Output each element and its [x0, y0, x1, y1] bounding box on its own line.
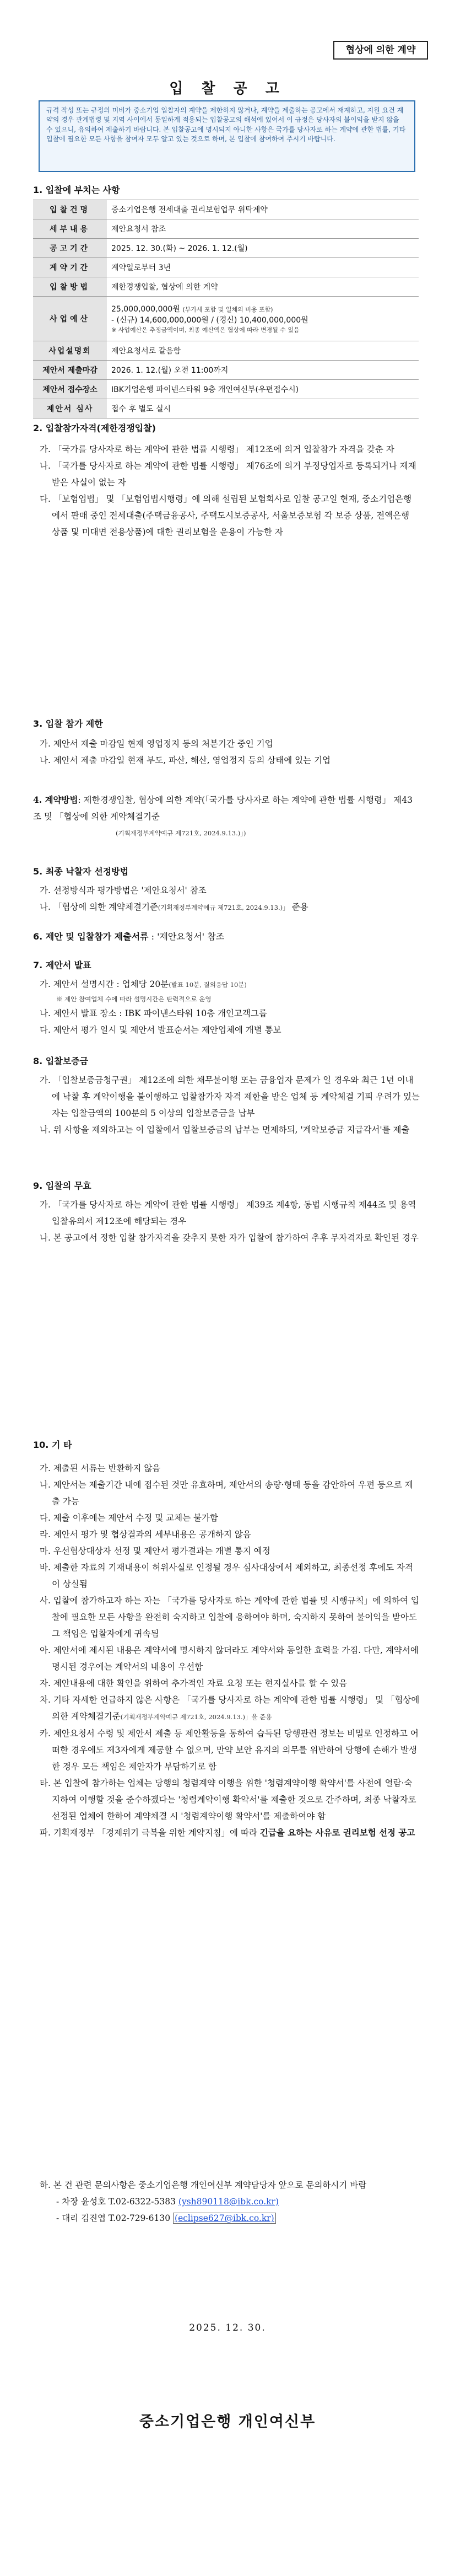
- table-row: [33, 399, 419, 418]
- list-item: 자. 제안내용에 대한 확인을 위하여 추가적인 자료 요청 또는 현지실사를 할 수 있음: [40, 1678, 348, 1688]
- row-key: 공고기간: [33, 239, 107, 258]
- list-item: 나. 제안서 제출 마감일 현재 부도, 파산, 해산, 영업정지 등의 상태에 있는 기업: [40, 755, 331, 765]
- item-sub: (기획재정부계약예규 제721호, 2024.9.13.)」을 준용: [120, 1713, 272, 1721]
- section-3-body: [40, 736, 420, 769]
- item-bold: 긴급을 요하는 사유로 권리보험 선정 공고: [259, 1827, 415, 1838]
- row-value: 제안요청서 참조: [107, 219, 419, 239]
- list-item: 아. 제안서에 제시된 내용은 계약서에 명시하지 않더라도 계약서와 동일한 효력을 가짐. 다만, 계약서에 명시된 경우에는 계약서의 내용이 우선함: [40, 1645, 419, 1672]
- item-tail: 준용: [289, 902, 308, 912]
- list-item: 나. 제안서는 제출기간 내에 접수된 것만 유효하며, 제안서의 송량·형태 등을 감안하여 우편 등으로 제출 가능: [40, 1480, 413, 1506]
- row-value: 2026. 1. 12.(월) 오전 11:00까지: [107, 361, 419, 380]
- section-2-heading: 2. 입찰참가자격(제한경쟁입찰): [33, 423, 156, 433]
- section-6: [33, 930, 224, 942]
- budget-disclaimer: ※ 사업예산은 추정금액이며, 최종 예산액은 협상에 따라 변경될 수 있음: [111, 326, 300, 334]
- list-item: 가. 선정방식과 평가방법은 '제안요청서' 참조: [40, 886, 207, 895]
- list-item: 나. 「국가를 당사자로 하는 계약에 관한 법률 시행령」 제76조에 의거 부정당업자로 등록되거나 제재 받은 사실이 없는 자: [40, 461, 416, 487]
- list-item: 가. 제출된 서류는 반환하지 않음: [40, 1463, 161, 1473]
- list-item: 카. 제안요청서 수령 및 제안서 제출 등 제안활동을 통하여 습득된 당행관련 정보는 비밀로 인정하고 어떠한 경우에도 제3자에게 제공할 수 없으며, 만약 보안 유지의 의무를 위반하여 당행에 손해가 발생한 경우 모든 책임은 제안자가 부담하기로 함: [40, 1729, 419, 1772]
- section-2-body: [40, 441, 420, 540]
- table-row: [33, 341, 419, 361]
- row-value: 중소기업은행 전세대출 권리보험업무 위탁계약: [107, 200, 419, 219]
- section-4-sub: (기획재정부계약예규 제721호, 2024.9.13.)」): [116, 829, 246, 837]
- list-item: 라. 제안서 평가 및 협상결과의 세부내용은 공개하지 않음: [40, 1530, 251, 1539]
- contact-block: [40, 2177, 420, 2226]
- section-7-body: [40, 976, 420, 1038]
- contact-name: - 차장 윤성호 T.02-6322-5383: [56, 2197, 178, 2207]
- email-link[interactable]: (eclipse627@ibk.co.kr): [173, 2213, 276, 2224]
- table-row: [33, 258, 419, 277]
- table-row: [33, 200, 419, 219]
- list-item: 다. 제안서 평가 일시 및 제안서 발표순서는 제안업체에 개별 통보: [40, 1025, 281, 1035]
- row-key: 제안서 제출마감: [33, 361, 107, 380]
- row-value: 계약일로부터 3년: [107, 258, 419, 277]
- list-item: [40, 1824, 420, 1841]
- section-9-body: [40, 1196, 420, 1246]
- section-9-heading: 9. 입찰의 무효: [33, 1180, 91, 1191]
- section-5-heading: 5. 최종 낙찰자 선정방법: [33, 866, 129, 877]
- item-sub: (발표 10분, 질의응답 10분): [169, 981, 247, 989]
- budget-breakdown: - (신규) 14,600,000,000원 / (경신) 10,400,000,000원: [111, 316, 308, 325]
- row-value: 접수 후 별도 실시: [107, 399, 419, 418]
- table-row: [33, 219, 419, 239]
- item-sub: (기획재정부계약예규 제721호, 2024.9.13.)」: [158, 904, 289, 911]
- row-key: 세부내용: [33, 219, 107, 239]
- contact-line: [40, 2210, 420, 2226]
- row-value: 2025. 12. 30.(화) ~ 2026. 1. 12.(월): [107, 239, 419, 258]
- list-item: 다. 「보험업법」 및 「보험업법시행령」에 의해 설립된 보험회사로 입찰 공고일 현재, 중소기업은행에서 판매 중인 전세대출(주택금융공사, 주택도시보증공사, 서울보증보험 각 보증 상품, 전액은행 상품 및 미대면 전용상품)에 대한 권리보험을 운용이 가능한 자: [40, 494, 412, 537]
- section-7-heading: 7. 제안서 발표: [33, 960, 91, 970]
- item-text: 차. 기타 자세한 언급하지 않은 사항은 「국가를 당사자로 하는 계약에 관한 법률 시행령」 및 「협상에 의한 계약체결기준: [40, 1695, 420, 1721]
- budget-note: (부가세 포함 및 일체의 비용 포함): [182, 306, 273, 313]
- list-item: 타. 본 입찰에 참가하는 업체는 당행의 청렴계약 이행을 위한 '청렴계약이행 확약서'를 사전에 열람·숙지하여 이행할 것을 준수하겠다는 '청렴계약이행 확약서'를 제출한 것으로 간주하며, 최종 낙찰자로 선정된 업체에 한하여 계약체결 시 '청렴계약이행 확약서'를 제출하여야 함: [40, 1778, 416, 1821]
- row-key: 입찰방법: [33, 277, 107, 297]
- row-key: 입찰건명: [33, 200, 107, 219]
- list-item: 가. 「국가를 당사자로 하는 계약에 관한 법률 시행령」 제12조에 의거 입찰참가 자격을 갖춘 자: [40, 444, 394, 454]
- section-6-text: : '제안요청서' 참조: [148, 931, 225, 942]
- section-4: [33, 792, 420, 841]
- list-item: 가. 「입찰보증금청구권」 제12조에 의한 채무불이행 또는 금융업자 문제가 일 경우와 최근 1년 이내에 낙찰 후 계약이행을 불이행하고 입찰참가자 자격 제한을 받은 업체 등 계약체결 기피 우려가 있는 자는 입찰금액의 100분의 5 이상의 입찰보증금을 납부: [40, 1075, 420, 1118]
- item-text: 파. 기획재정부 「경제위기 극복을 위한 계약지침」에 따라: [40, 1828, 257, 1838]
- list-item: 나. 본 공고에서 정한 입찰 참가자격을 갖추지 못한 자가 입찰에 참가하여 추후 무자격자로 확인된 경우: [40, 1233, 419, 1243]
- item-note: ※ 제안 참여업체 수에 따라 설명시간은 탄력적으로 운영: [56, 995, 212, 1003]
- table-row: [33, 277, 419, 297]
- table-row: [33, 239, 419, 258]
- row-value: 제안요청서로 갈음함: [107, 341, 419, 361]
- section-10-heading: 10. 기 타: [33, 1440, 72, 1450]
- list-item: [40, 899, 420, 916]
- list-item: 가. 제안서 제출 마감일 현재 영업정지 등의 처분기간 중인 기업: [40, 739, 273, 749]
- list-item: [40, 1692, 420, 1725]
- section-1-heading: 1. 입찰에 부치는 사항: [33, 185, 120, 195]
- item-text: 가. 제안서 설명시간 : 업체당 20분: [40, 979, 169, 989]
- email-link[interactable]: (ysh890118@ibk.co.kr): [178, 2197, 279, 2207]
- list-item: 나. 제안서 발표 장소 : IBK 파이낸스타워 10층 개인고객그룹: [40, 1008, 267, 1018]
- list-item: 마. 우선협상대상자 선정 및 제안서 평가결과는 개별 통지 예정: [40, 1546, 270, 1556]
- section-4-label: 4. 계약방법: [33, 795, 78, 805]
- page-title: 입 찰 공 고: [169, 80, 286, 97]
- section-5-body: [40, 882, 420, 916]
- list-item: 가. 「국가를 당사자로 하는 계약에 관한 법률 시행령」 제39조 제4항, 동법 시행규칙 제44조 및 용역입찰유의서 제12조에 해당되는 경우: [40, 1200, 416, 1226]
- section-3-heading: 3. 입찰 참가 제한: [33, 718, 103, 729]
- section-10-body: [40, 1460, 420, 1841]
- list-item: 바. 제출한 자료의 기재내용이 허위사실로 인정될 경우 심사대상에서 제외하고, 최종선정 후에도 자격이 상실됨: [40, 1563, 413, 1589]
- list-item: [40, 976, 420, 993]
- list-item: 다. 제출 이후에는 제안서 수정 및 교체는 불가함: [40, 1513, 218, 1523]
- item-text: 나. 「협상에 의한 계약체결기준: [40, 902, 158, 912]
- section-4-text: : 제한경쟁입찰, 협상에 의한 계약(「국가를 당사자로 하는 계약에 관한 법률 시행령」 제43조 및 「협상에 의한 계약체결기준: [33, 795, 413, 822]
- budget-total: 25,000,000,000원: [111, 305, 180, 314]
- table-row: [33, 380, 419, 399]
- row-key: 제안서 접수장소: [33, 380, 107, 399]
- section-6-label: 6. 제안 및 입찰참가 제출서류: [33, 931, 149, 942]
- contract-type-badge: 협상에 의한 계약: [333, 41, 428, 60]
- notice-box: 규격 작성 또는 규정의 미비가 중소기업 입찰자의 계약을 제한하지 않거나, 계약을 제출하는 공고에서 재계하고, 지원 요건 계약의 경우 관계법령 및 지역 사이에서 동일하게 적용되는 입찰공고의 해석에 있어서 이 규정은 당사자의 불이익을 받지 않을 수 있으니, 유의하여 제출하기 바랍니다. 본 입찰공고에 명시되지 아니한 사항은 국가를 당사자로 하는 계약에 관한 법률, 기타 입찰에 필요한 모든 사항을 참여자 모두 알고 있는 것으로 하며, 본 입찰에 참여하여 주시기 바랍니다.: [39, 100, 415, 172]
- row-key: 제안서 심사: [33, 399, 107, 418]
- bid-info-table: [33, 200, 419, 418]
- budget-cell: [107, 297, 419, 341]
- row-key: 사업예산: [33, 297, 107, 341]
- contact-line: [40, 2193, 420, 2210]
- row-value: IBK기업은행 파이넨스타워 9층 개인여신부(우편접수시): [107, 380, 419, 399]
- list-item: 사. 입찰에 참가하고자 하는 자는 「국가를 당사자로 하는 계약에 관한 법률 및 시행규칙」에 의하여 입찰에 필요한 모든 사항을 완전히 숙지하고 입찰에 응하여야 하며, 숙지하지 못하여 불이익을 받아도 그 책임은 입찰자에게 귀속됨: [40, 1596, 419, 1639]
- issuing-organization: 중소기업은행 개인여신부: [139, 2413, 316, 2430]
- table-row: [33, 361, 419, 380]
- row-value: 제한경쟁입찰, 협상에 의한 계약: [107, 277, 419, 297]
- row-key: 사업설명회: [33, 341, 107, 361]
- contact-lead: 하. 본 건 관련 문의사항은 중소기업은행 개인여신부 계약담당자 앞으로 문의하시기 바람: [40, 2180, 367, 2190]
- contact-name: - 대리 김진엽 T.02-729-6130: [56, 2213, 174, 2223]
- list-item: 나. 위 사항을 제외하고는 이 입찰에서 입찰보증금의 납부는 면제하되, '계약보증금 지급각서'를 제출: [40, 1125, 410, 1135]
- table-row: [33, 297, 419, 341]
- section-8-body: [40, 1072, 420, 1138]
- section-8-heading: 8. 입찰보증금: [33, 1056, 89, 1066]
- row-key: 계약기간: [33, 258, 107, 277]
- notice-date: 2025. 12. 30.: [189, 2322, 266, 2333]
